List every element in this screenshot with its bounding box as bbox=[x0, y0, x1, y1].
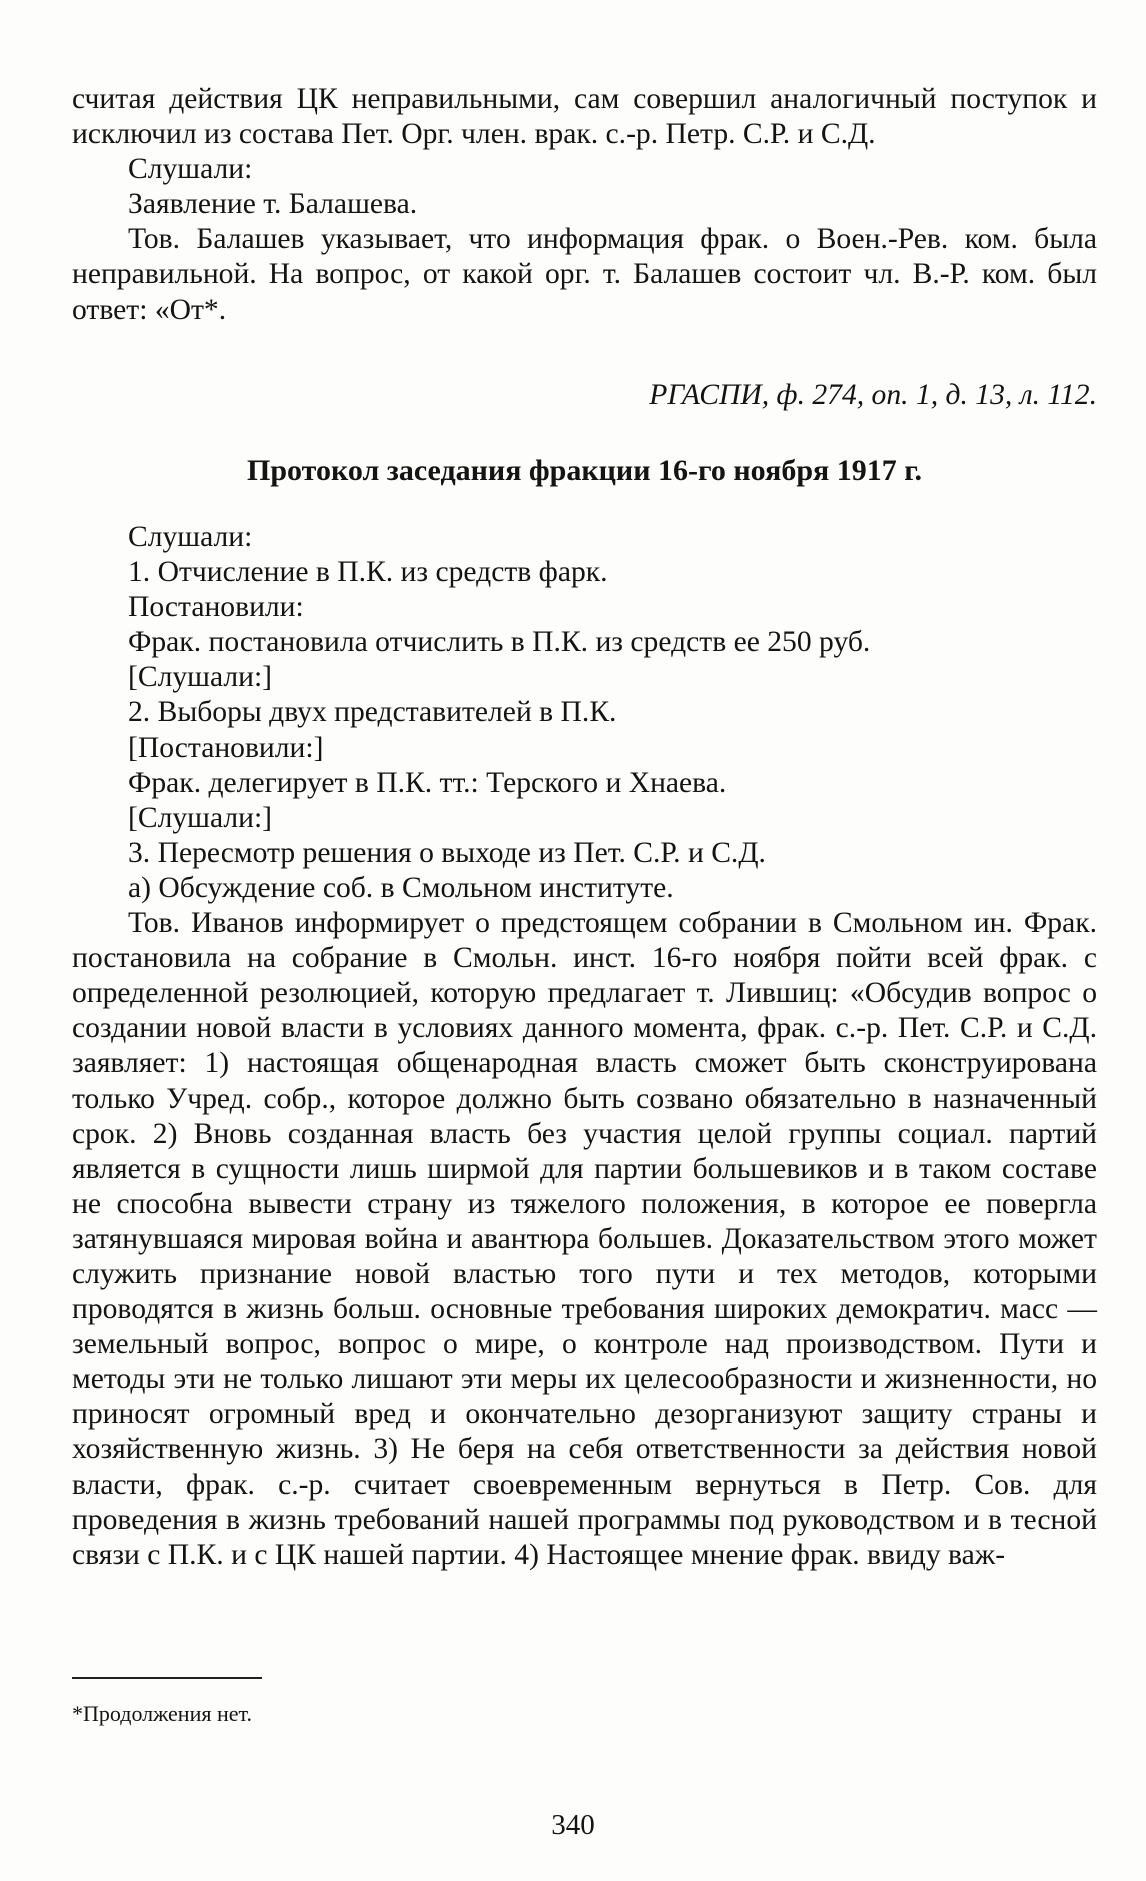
paragraph: [Слушали:] bbox=[128, 661, 273, 694]
paragraph: а) Обсуждение соб. в Смольном институте. bbox=[128, 871, 674, 904]
paragraph: Заявление т. Балашева. bbox=[128, 188, 418, 221]
archive-source-reference: РГАСПИ, ф. 274, оп. 1, д. 13, л. 112. bbox=[649, 379, 1097, 411]
paragraph: считая действия ЦК неправильными, сам совершил аналогичный поступок и исключил из состава Пет. Орг. член. врак. с.-р. Петр. С.Р. и С.Д. bbox=[72, 83, 1097, 151]
paragraph: Фрак. делегирует в П.К. тт.: Терского и Хнаева. bbox=[128, 766, 727, 799]
protocol-heading: Протокол заседания фракции 16-го ноября 1917 г. bbox=[247, 454, 922, 487]
body-text-top bbox=[72, 82, 1097, 328]
footnote: *Продолжения нет. bbox=[72, 1701, 252, 1726]
paragraph: [Слушали:] bbox=[128, 801, 273, 834]
footnote-rule bbox=[72, 1677, 262, 1679]
paragraph: Слушали: bbox=[128, 153, 253, 186]
paragraph: 1. Отчисление в П.К. из средств фарк. bbox=[128, 556, 608, 589]
paragraph: Слушали: bbox=[128, 521, 253, 553]
body-text-protocol bbox=[72, 520, 1097, 1573]
paragraph: Тов. Иванов информирует о предстоящем собрании в Смольном ин. Фрак. постановила на собрание в Смольн. инст. 16-го ноября пойти всей фрак. с определенной резолюцией, которую предлагает т. Лившиц: «Обсудив вопрос о создании новой власти в условиях данного момента, фрак. с.-р. Пет. С.Р. и С.Д. заявляет: 1) настоящая общенародная власть сможет быть сконструирована только Учред. собр., которое должно быть созвано обязательно в назначенный срок. 2) Вновь созданная власть без участия целой группы социал. партий является в сущности лишь ширмой для партии большевиков и в таком составе не способна вывести страну из тяжелого положения, в которое ее повергла затянувшаяся мировая война и авантюра большев. Доказательством этого может служить признание новой властью того пути и тех методов, которыми проводятся в жизнь больш. основные требования широких демократич. масс — земельный вопрос, вопрос о мире, о контроле над производством. Пути и методы эти не только лишают эти меры их целесообразности и жизненности, но приносят огромный вред и окончательно дезорганизуют защиту страны и хозяйственную жизнь. 3) Не беря на себя ответственности за действия новой власти, фрак. с.-р. считает своевременным вернуться в Петр. Сов. для проведения в жизнь требований нашей программы под руководством и в тесной связи с П.К. и с ЦК нашей партии. 4) Настоящее мнение фрак. ввиду важ- bbox=[72, 907, 1097, 1571]
paragraph: Фрак. постановила отчислить в П.К. из средств ее 250 руб. bbox=[128, 626, 871, 659]
paragraph: 2. Выборы двух представителей в П.К. bbox=[128, 696, 617, 729]
page-number: 340 bbox=[551, 1809, 595, 1841]
paragraph: Постановили: bbox=[128, 591, 304, 624]
paragraph: Тов. Балашев указывает, что информация фрак. о Воен.-Рев. ком. была неправильной. На вопрос, от какой орг. т. Балашев состоит чл. В.-Р. ком. был ответ: «От*. bbox=[72, 223, 1097, 326]
paragraph: 3. Пересмотр решения о выходе из Пет. С.Р. и С.Д. bbox=[128, 836, 766, 869]
paragraph: [Постановили:] bbox=[128, 731, 324, 764]
